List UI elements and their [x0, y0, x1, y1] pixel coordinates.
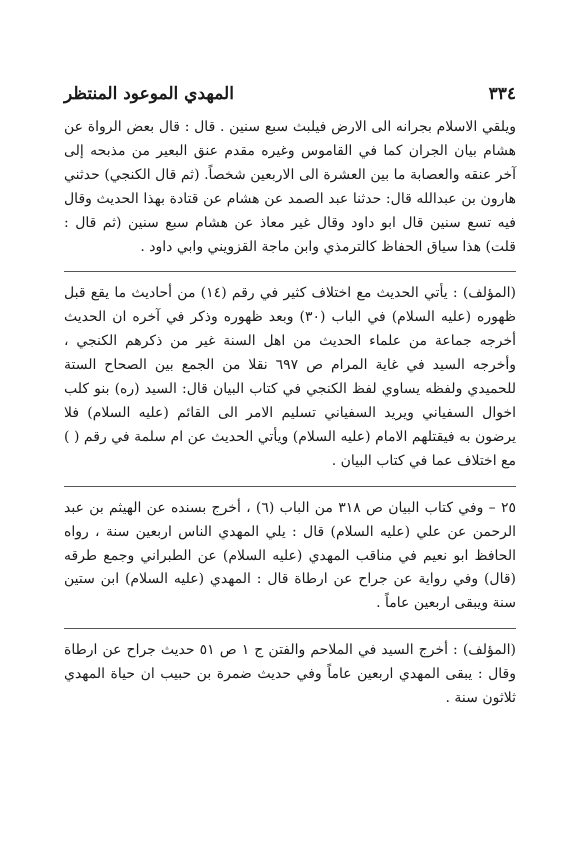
paragraph-2: (المؤلف) : يأتي الحديث مع اختلاف كثير في رقم (١٤) من أحاديث ما يقع قبل ظهوره (عليه السلام) في الباب (٣٠) وبعد ظهوره وذكر في آخره ان الحديث أخرجه جماعة من علماء الحديث من اهل السنة غير من ذكرهم الكنجي ، وأخرجه السيد في غاية المرام ص ٦٩٧ نقلا من الجمع بين الصحاح الستة للحميدي ولفظه يساوي لفظ الكنجي في كتاب البيان قال: السيد (ره) بنو كلب اخوال السفياني ويريد السفياني تسليم الامر الى القائم (عليه السلام) فلا يرضون به فيقتلهم الامام (عليه السلام) ويأتي الحديث عن ام سلمة في رقم ( ) مع اختلاف عما في كتاب البيان . — [64, 285, 517, 469]
book-page — [64, 84, 516, 711]
page-number: ٣٣٤ — [488, 84, 516, 104]
paragraph-3: ٢٥ – وفي كتاب البيان ص ٣١٨ من الباب (٦) ، أخرج بسنده عن الهيثم بن عبد الرحمن عن علي (عليه السلام) قال : يلي المهدي الناس اربعين سنة ، رواه الحافظ ابو نعيم في مناقب المهدي (عليه السلام) عن الطبراني وجمع طرقه (قال) وفي رواية عن جراح عن ارطاة قال : المهدي (عليه السلام) ابن ستين سنة ويبقى اربعين عاماً . — [64, 499, 516, 612]
running-title: المهدي الموعود المنتظر — [64, 84, 234, 104]
section-divider-3 — [64, 628, 516, 629]
section-divider-1 — [64, 271, 516, 272]
paragraph-4: (المؤلف) : أخرج السيد في الملاحم والفتن ج ١ ص ٥١ حديث جراح عن ارطاة وقال : يبقى المهدي اربعين عاماً وفي حديث ضمرة بن حبيب ان حياة المهدي ثلاثون سنة . — [64, 642, 517, 707]
section-divider-2 — [64, 486, 516, 487]
paragraph-1: ويلقي الاسلام بجرانه الى الارض فيلبث سبع سنين . قال : قال بعض الرواة عن هشام بيان الجران كما في القاموس وغيره مقدم عنق البعير من مذبحه إلى آخر عنقه والعصابة ما بين العشرة الى الاربعين شخصاً. (ثم قال الكنجي) حدثني هارون بن عبدالله قال: حدثنا عبد الصمد عن هشام عن قتادة بهذا الحديث وقال فيه تسع سنين قال ابو داود وقال غير معاذ عن هشام سبع سنين (ثم قال : قلت) هذا سياق الحفاظ كالترمذي وابن ماجة القزويني وابي داود . — [64, 119, 516, 255]
running-header — [64, 84, 516, 116]
